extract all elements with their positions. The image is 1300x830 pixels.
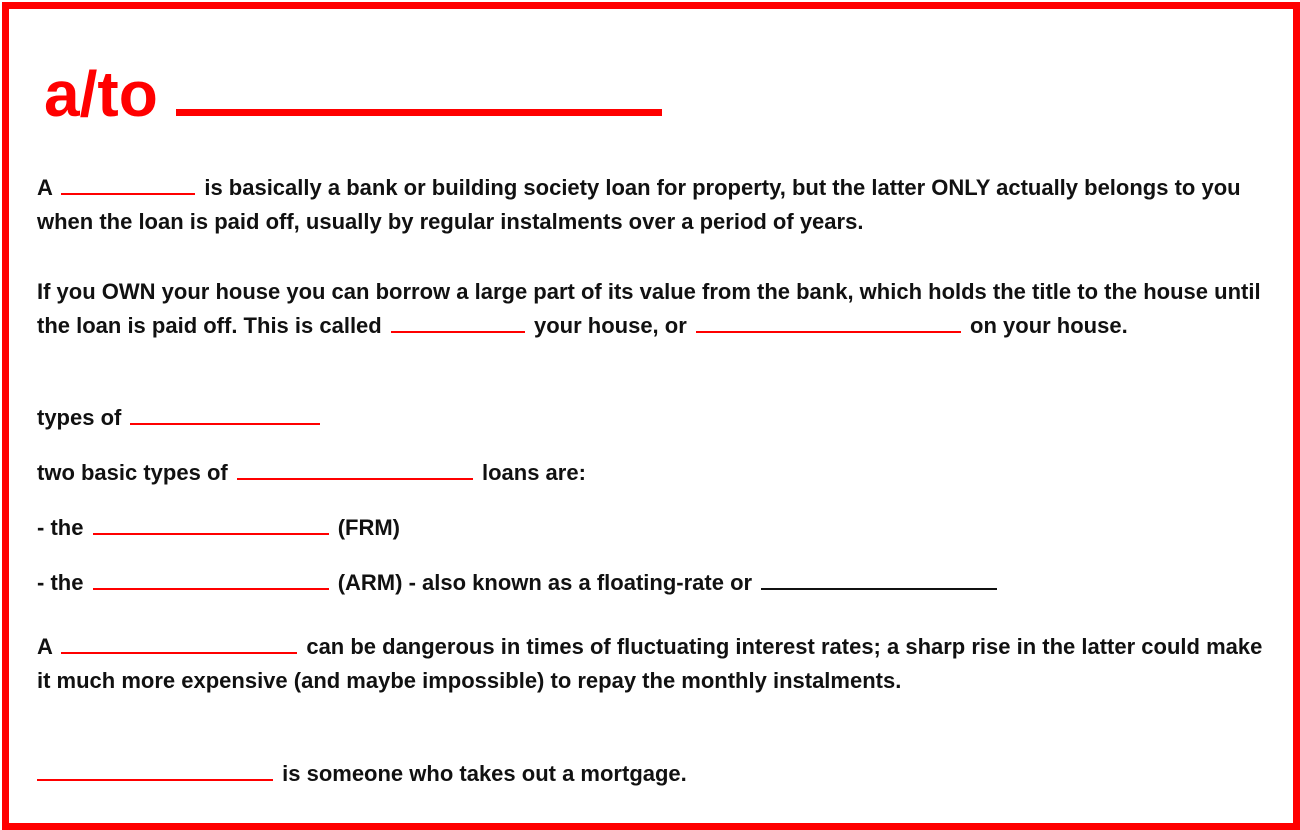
blank-2 (391, 331, 525, 333)
paragraph-arm (37, 566, 1277, 600)
p6-text-b: (ARM) - also known as a floating-rate or (337, 570, 753, 595)
worksheet-title (44, 50, 662, 138)
p5-text-a: - the (37, 515, 84, 540)
paragraph-definition (37, 171, 1277, 239)
p1-text-b: is basically a bank or building society loan for property, but the latter ONLY actually belongs to you when the loan is paid off, usually by regular instalments over a period of years. (37, 175, 1241, 234)
p1-text-a: A (37, 175, 53, 200)
p4-text-b: loans are: (481, 460, 586, 485)
blank-4 (130, 423, 320, 425)
p7-text-b: can be dangerous in times of fluctuating interest rates; a sharp rise in the latter could make it much more expensive (and maybe impossible) to repay the monthly instalments. (37, 634, 1263, 693)
title-blank (176, 109, 662, 116)
blank-1 (61, 193, 195, 195)
p2-text-b: your house, or (533, 313, 687, 338)
blank-8 (761, 588, 997, 590)
paragraph-types-of (37, 401, 1277, 435)
blank-3 (696, 331, 961, 333)
blank-10 (37, 779, 273, 781)
p8-text-a: is someone who takes out a mortgage. (282, 761, 687, 786)
paragraph-someone (37, 757, 1277, 791)
p7-text-a: A (37, 634, 53, 659)
paragraph-frm (37, 511, 1277, 545)
p4-text-a: two basic types of (37, 460, 228, 485)
p2-text-a: If you OWN your house you can borrow a large part of its value from the bank, which holds the title to the house until the loan is paid off. This is called (37, 279, 1261, 338)
paragraph-dangerous (37, 630, 1277, 698)
blank-6 (93, 533, 329, 535)
p6-text-a: - the (37, 570, 84, 595)
p3-text-a: types of (37, 405, 122, 430)
paragraph-own-house (37, 275, 1277, 343)
paragraph-two-basic-types (37, 456, 1277, 490)
title-text: a/to (44, 58, 158, 130)
blank-7 (93, 588, 329, 590)
p5-text-b: (FRM) (337, 515, 401, 540)
blank-9 (61, 652, 297, 654)
blank-5 (237, 478, 473, 480)
p2-text-c: on your house. (970, 313, 1128, 338)
